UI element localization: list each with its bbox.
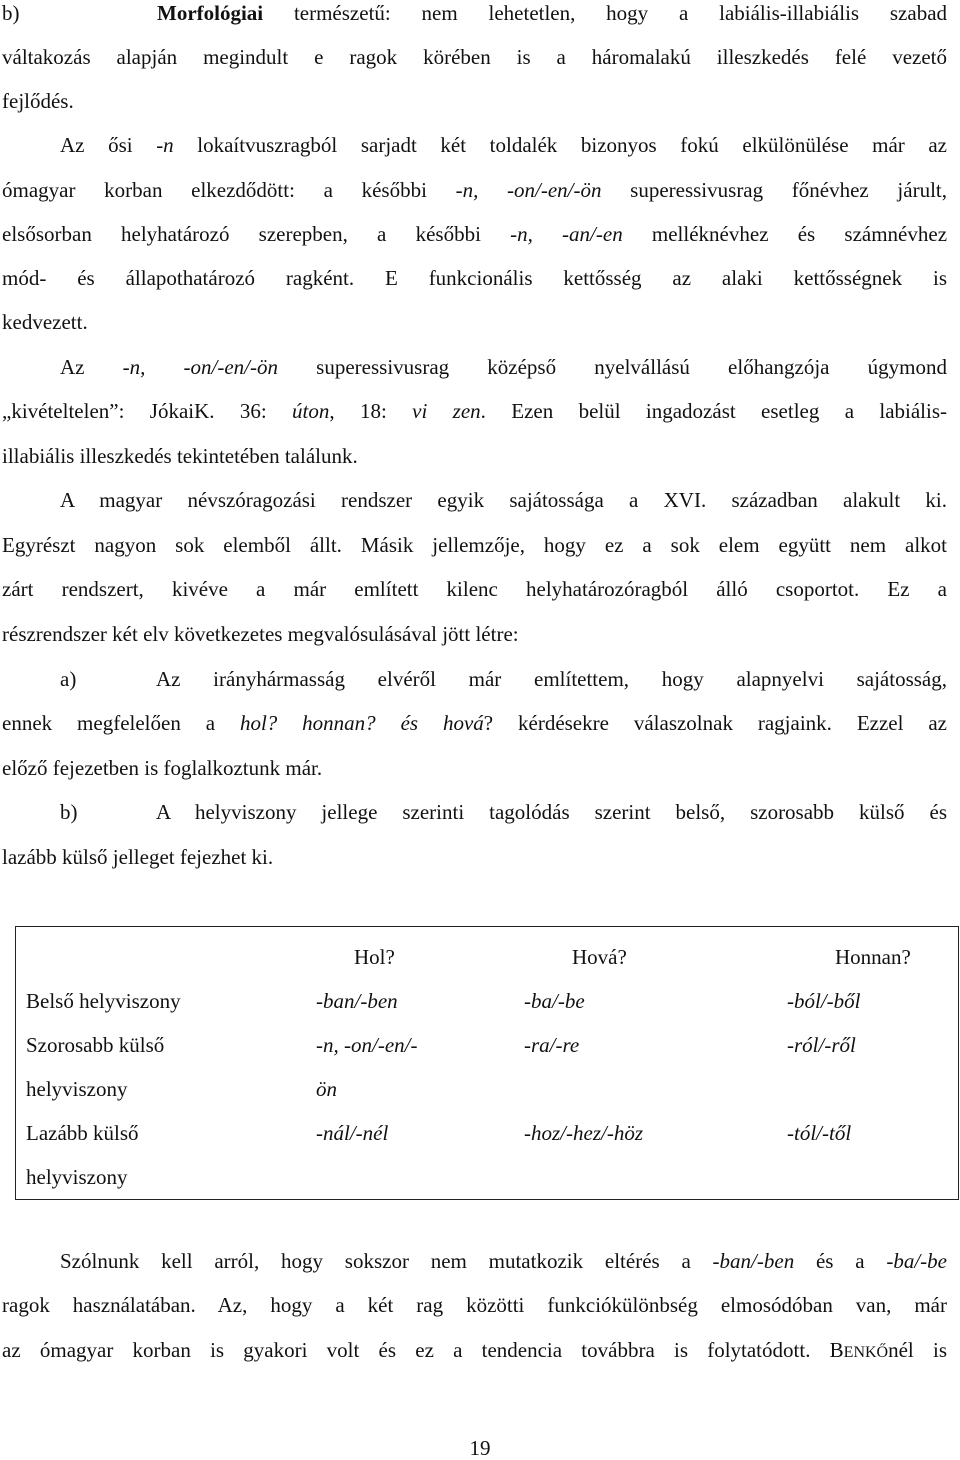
suffix-table bbox=[15, 926, 959, 1200]
table-cell bbox=[16, 1111, 307, 1200]
text-run: Az bbox=[60, 355, 123, 379]
italic-suffix: -n, -an/-en bbox=[510, 222, 623, 246]
text-line: A magyar névszóragozási rendszer egyik sajátossága a XVI. században alakult ki. bbox=[60, 488, 947, 512]
text-line: zárt rendszert, kivéve a már említett kilenc helyhatározóragból álló csoportot. Ez a bbox=[2, 577, 947, 601]
text-run: nél is bbox=[888, 1338, 947, 1362]
suffix-honnan: -tól/-től bbox=[787, 1121, 852, 1145]
row-label: Szorosabb külső bbox=[26, 1033, 165, 1057]
italic-example: vi zen bbox=[412, 399, 481, 423]
table-row bbox=[16, 1111, 959, 1200]
list-label: b) bbox=[60, 800, 78, 824]
text-line: mód- és állapothatározó ragként. E funkcionális kettősség az alaki kettősségnek is bbox=[2, 266, 947, 290]
table-cell bbox=[777, 1023, 959, 1111]
text-line: fejlődés. bbox=[2, 89, 74, 113]
row-label: helyviszony bbox=[26, 1077, 128, 1101]
suffix-hol: -nál/-nél bbox=[316, 1121, 389, 1145]
suffix-honnan: -ból/-ből bbox=[787, 989, 861, 1013]
small-caps-name: ENKŐ bbox=[843, 1344, 889, 1361]
list-label: b) bbox=[2, 1, 20, 25]
italic-question: hol? honnan? és hová bbox=[239, 711, 484, 735]
text-line: előző fejezetben is foglalkoztunk már. bbox=[2, 756, 323, 780]
text-line bbox=[60, 133, 947, 157]
table-cell bbox=[306, 1023, 514, 1111]
suffix-honnan: -ról/-ről bbox=[787, 1033, 856, 1057]
text-line bbox=[60, 1249, 947, 1273]
text-run: elsősorban helyhatározó szerepben, a későbbi bbox=[2, 222, 511, 246]
table-row bbox=[16, 979, 959, 1023]
text-line: Egyrészt nagyon sok elemből állt. Másik jellemzője, hogy ez a sok elem együtt nem alkot bbox=[2, 533, 947, 557]
table-cell bbox=[777, 1111, 959, 1200]
table-header-row bbox=[16, 927, 959, 980]
table-header-cell bbox=[16, 927, 307, 980]
suffix-hol: -n, -on/-en/- bbox=[316, 1033, 418, 1057]
text-run: ómagyar korban elkezdődött: a későbbi bbox=[2, 178, 456, 202]
suffix-hol: ön bbox=[316, 1077, 337, 1101]
italic-suffix: -n, -on/-en/-ön bbox=[455, 178, 602, 202]
text-run: A helyviszony jellege szerinti tagolódás szerint belső, szorosabb külső és bbox=[156, 800, 947, 824]
text-line bbox=[2, 222, 947, 246]
table-header-cell: Hová? bbox=[572, 945, 627, 969]
table-row bbox=[16, 1023, 959, 1111]
list-label: a) bbox=[60, 667, 77, 691]
table-cell bbox=[514, 1023, 777, 1111]
italic-suffix: -n bbox=[156, 133, 174, 157]
text-run: ? kérdésekre válaszolnak ragjaink. Ezzel az bbox=[483, 711, 947, 735]
row-label: Lazább külső bbox=[26, 1121, 139, 1145]
suffix-hova: -ra/-re bbox=[524, 1033, 580, 1057]
text-run: természetű: nem lehetetlen, hogy a labiális-illabiális szabad bbox=[293, 1, 948, 25]
text-line: illabiális illeszkedés tekintetében találunk. bbox=[2, 444, 358, 468]
suffix-hol: -ban/-ben bbox=[316, 989, 398, 1013]
row-label: Belső helyviszony bbox=[26, 989, 181, 1013]
text-line: részrendszer két elv következetes megvalósulásával jött létre: bbox=[2, 622, 519, 646]
text-line bbox=[60, 667, 947, 691]
text-run: és a bbox=[794, 1249, 887, 1273]
text-run: Szólnunk kell arról, hogy sokszor nem mutatkozik eltérés a bbox=[60, 1249, 713, 1273]
text-run: ennek megfelelően a bbox=[2, 711, 240, 735]
table-cell bbox=[16, 979, 307, 1023]
text-run: . Ezen belül ingadozást esetleg a labiális- bbox=[480, 399, 948, 423]
text-run: lokaítvuszragból sarjadt két toldalék bizonyos fokú elkülönülése már az bbox=[173, 133, 947, 157]
suffix-hova: -ba/-be bbox=[524, 989, 585, 1013]
text-line bbox=[2, 178, 947, 202]
text-line bbox=[2, 399, 947, 423]
text-run: superessivusrag középső nyelvállású előhangzója úgymond bbox=[278, 355, 947, 379]
table-header-cell: Hol? bbox=[354, 945, 395, 969]
text-run: , 18: bbox=[329, 399, 413, 423]
text-run: Az ősi bbox=[60, 133, 157, 157]
table-cell bbox=[16, 1023, 307, 1111]
text-line: lazább külső jelleget fejezhet ki. bbox=[2, 845, 274, 869]
text-run: superessivusrag főnévhez járult, bbox=[601, 178, 947, 202]
text-line: váltakozás alapján megindult e ragok körében is a háromalakú illeszkedés felé vezető bbox=[2, 45, 947, 69]
text-line bbox=[2, 1, 947, 25]
page-number: 19 bbox=[469, 1436, 491, 1460]
text-line bbox=[2, 711, 947, 735]
italic-suffix: -n, -on/-en/-ön bbox=[122, 355, 279, 379]
table-cell bbox=[306, 979, 514, 1023]
table-cell bbox=[306, 1111, 514, 1200]
text-line bbox=[60, 355, 947, 379]
text-run: „kivételtelen”: JókaiK. 36: bbox=[2, 399, 293, 423]
text-run: melléknévhez és számnévhez bbox=[622, 222, 948, 246]
text-line: ragok használatában. Az, hogy a két rag közötti funkciókülönbség elmosódóban van, már bbox=[2, 1293, 947, 1317]
italic-suffix: -ba/-be bbox=[886, 1249, 947, 1273]
table-cell bbox=[514, 979, 777, 1023]
text-run: Az irányhármasság elvéről már említettem, hogy alapnyelvi sajátosság, bbox=[156, 667, 947, 691]
bold-term: Morfológiai bbox=[157, 1, 264, 25]
italic-example: úton bbox=[292, 399, 330, 423]
table-cell bbox=[514, 1111, 777, 1200]
text-line bbox=[2, 1338, 947, 1365]
text-run: az ómagyar korban is gyakori volt és ez a tendencia továbbra is folytatódott. B bbox=[2, 1338, 844, 1362]
text-line bbox=[60, 800, 947, 824]
text-line: kedvezett. bbox=[2, 310, 88, 334]
table-cell bbox=[777, 979, 959, 1023]
row-label: helyviszony bbox=[26, 1165, 128, 1189]
table-header-cell: Honnan? bbox=[835, 945, 911, 969]
suffix-hova: -hoz/-hez/-höz bbox=[524, 1121, 643, 1145]
italic-suffix: -ban/-ben bbox=[712, 1249, 795, 1273]
